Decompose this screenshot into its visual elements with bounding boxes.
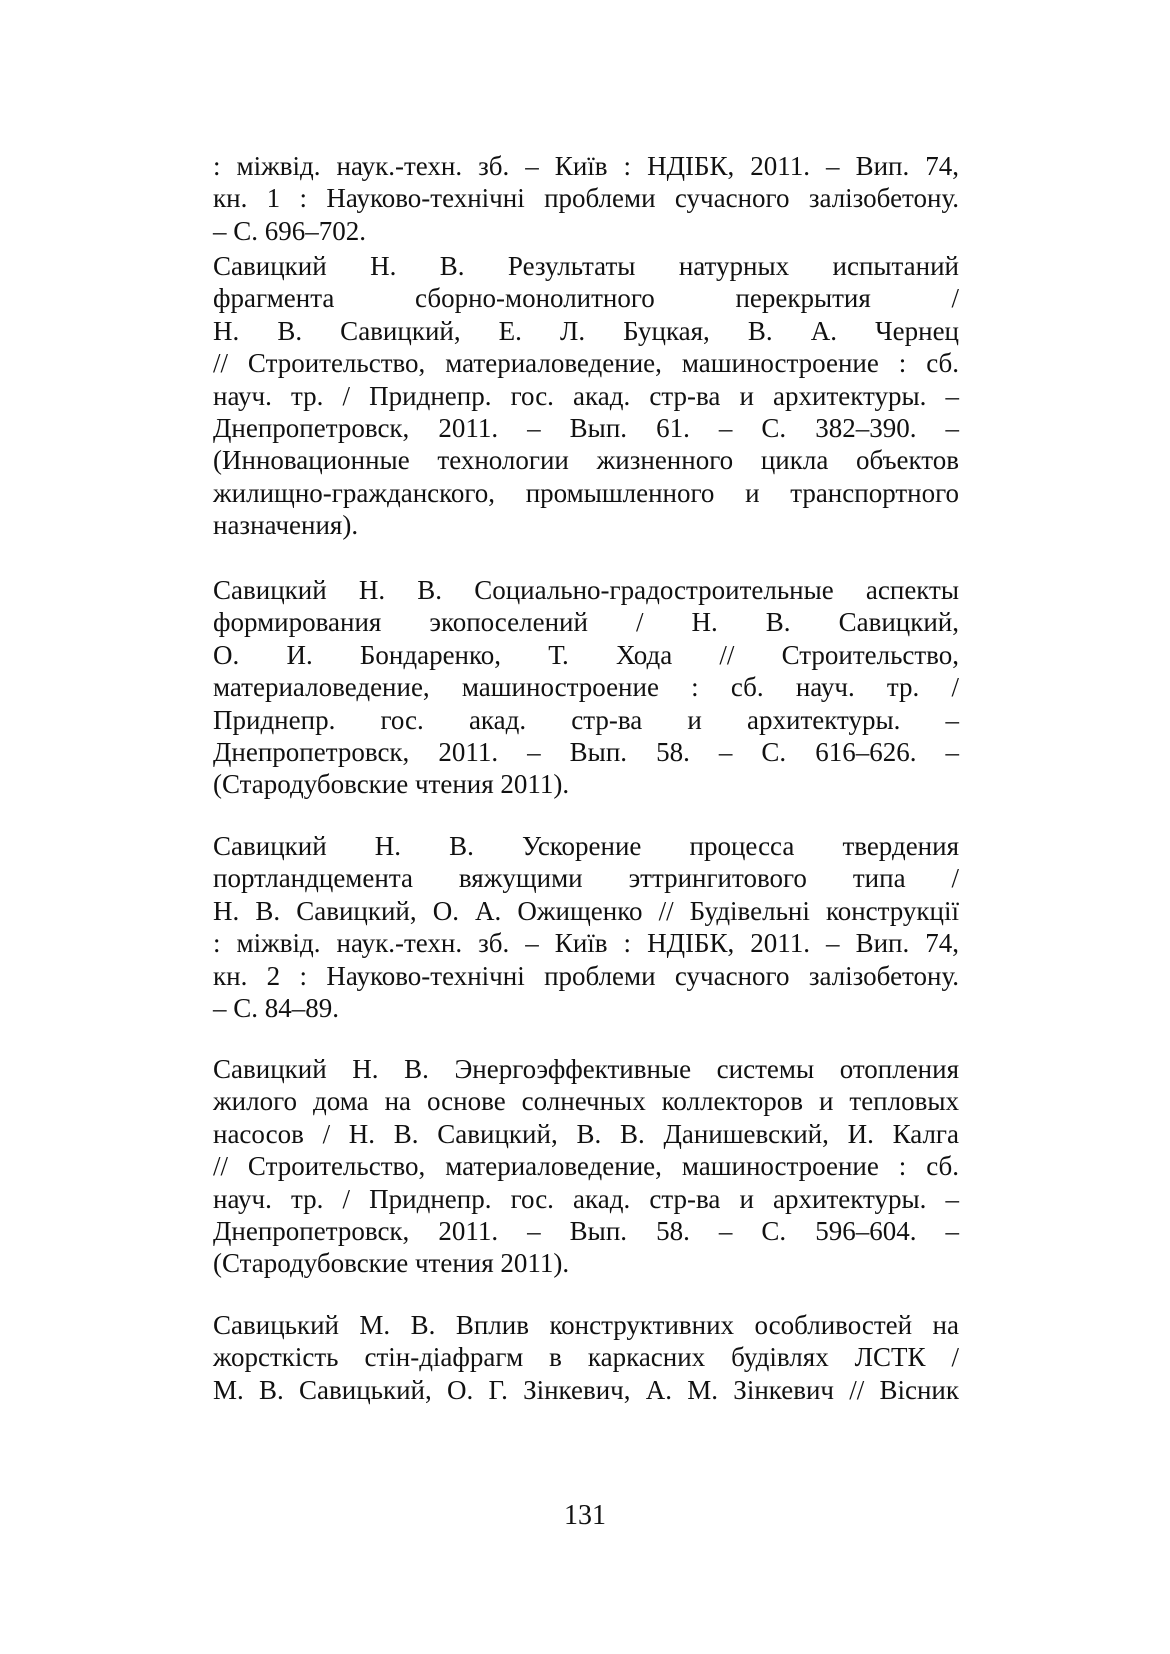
entry-line: М. В. Савицький, О. Г. Зінкевич, А. М. Зінкевич // Вісник xyxy=(213,1374,959,1405)
entry-line: портландцемента вяжущими эттрингитового типа / xyxy=(213,863,959,894)
bibliography-entry-continuation xyxy=(213,150,959,247)
entry-line: насосов / Н. В. Савицкий, В. В. Данишевский, И. Калга xyxy=(213,1118,959,1149)
entry-line: (Стародубовские чтения 2011). xyxy=(213,769,570,800)
bibliography-entry xyxy=(213,250,959,542)
entry-line: науч. тр. / Приднепр. гос. акад. стр-ва и архитектуры. – xyxy=(213,380,959,411)
entry-line: жилого дома на основе солнечных коллекторов и тепловых xyxy=(213,1086,959,1117)
entry-line: О. И. Бондаренко, Т. Хода // Строительство, xyxy=(213,639,959,670)
entry-line: кн. 1 : Науково-технічні проблеми сучасного залізобетону. xyxy=(213,183,959,214)
entry-line: Днепропетровск, 2011. – Вып. 61. – С. 382–390. – xyxy=(213,412,959,443)
entry-line: : міжвід. наук.-техн. зб. – Київ : НДІБК, 2011. – Вип. 74, xyxy=(213,928,959,959)
entry-line: // Строительство, материаловедение, машиностроение : сб. xyxy=(213,1151,959,1182)
page-number: 131 xyxy=(564,1500,606,1531)
entry-line: жилищно-гражданского, промышленного и транспортного xyxy=(213,477,959,508)
entry-line: Савицкий Н. В. Результаты натурных испытаний xyxy=(213,251,959,281)
entry-line: кн. 2 : Науково-технічні проблеми сучасного залізобетону. xyxy=(213,960,959,991)
entry-line: Приднепр. гос. акад. стр-ва и архитектуры. – xyxy=(213,704,959,735)
entry-line: Н. В. Савицкий, Е. Л. Буцкая, В. А. Чернец xyxy=(213,315,959,346)
entry-line: Савицкий Н. В. Ускорение процесса твердения xyxy=(213,831,959,861)
entry-line: жорсткість стін-діафрагм в каркасних будівлях ЛСТК / xyxy=(213,1342,959,1373)
entry-line: Савицкий Н. В. Энергоэффективные системы отопления xyxy=(213,1054,959,1084)
entry-line: // Строительство, материаловедение, машиностроение : сб. xyxy=(213,348,959,379)
bibliography-entry xyxy=(213,1309,959,1406)
entry-line: назначения). xyxy=(213,510,359,541)
entry-line: формирования экопоселений / Н. В. Савицкий, xyxy=(213,607,959,638)
entry-line: науч. тр. / Приднепр. гос. акад. стр-ва и архитектуры. – xyxy=(213,1183,959,1214)
entry-line: Савицький М. В. Вплив конструктивних особливостей на xyxy=(213,1310,959,1340)
entry-line: : міжвід. наук.-техн. зб. – Київ : НДІБК, 2011. – Вип. 74, xyxy=(213,151,959,181)
entry-line: Днепропетровск, 2011. – Вып. 58. – С. 596–604. – xyxy=(213,1215,959,1246)
entry-line: Савицкий Н. В. Социально-градостроительные аспекты xyxy=(213,575,959,605)
entry-line: – С. 696–702. xyxy=(213,215,367,246)
bibliography-entry xyxy=(213,574,959,801)
entry-line: Н. В. Савицкий, О. А. Ожищенко // Будівельні конструкції xyxy=(213,895,959,926)
bibliography-entry xyxy=(213,830,959,1024)
entry-line: (Инновационные технологии жизненного цикла объектов xyxy=(213,445,959,476)
entry-line: – С. 84–89. xyxy=(213,992,340,1023)
bibliography-entry xyxy=(213,1053,959,1280)
entry-line: фрагмента сборно-монолитного перекрытия / xyxy=(213,283,959,314)
entry-line: материаловедение, машиностроение : сб. науч. тр. / xyxy=(213,672,959,703)
entry-line: Днепропетровск, 2011. – Вып. 58. – С. 616–626. – xyxy=(213,736,959,767)
entry-line: (Стародубовские чтения 2011). xyxy=(213,1248,570,1279)
